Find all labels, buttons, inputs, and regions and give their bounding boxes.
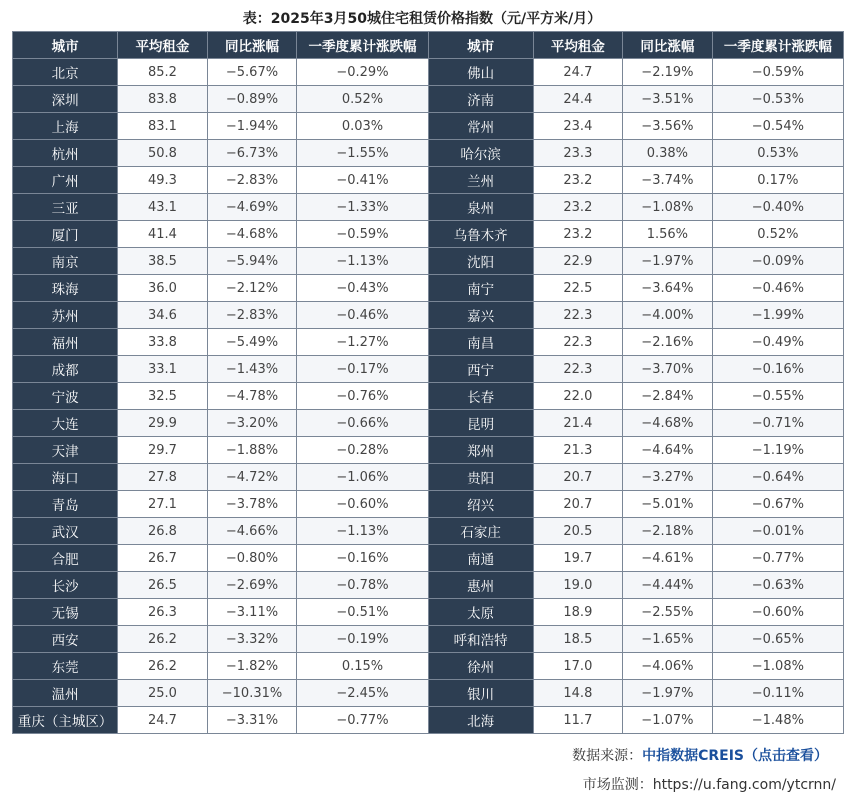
right-yoy-cell: −4.61% [623, 545, 713, 572]
right-yoy-cell: −3.70% [623, 356, 713, 383]
table-row [13, 545, 844, 572]
left-city-cell: 温州 [13, 680, 118, 707]
left-q1-cell: −0.66% [297, 410, 428, 437]
right-rent-cell: 24.4 [533, 86, 622, 113]
left-yoy-cell: −2.83% [207, 167, 297, 194]
table-row [13, 140, 844, 167]
right-q1-cell: −0.54% [712, 113, 843, 140]
left-rent-cell: 32.5 [118, 383, 207, 410]
left-yoy-cell: −3.11% [207, 599, 297, 626]
left-rent-cell: 83.1 [118, 113, 207, 140]
left-rent-cell: 29.7 [118, 437, 207, 464]
right-city-cell: 昆明 [428, 410, 533, 437]
right-rent-cell: 23.2 [533, 194, 622, 221]
right-rent-cell: 18.9 [533, 599, 622, 626]
right-yoy-cell: −5.01% [623, 491, 713, 518]
left-city-cell: 成都 [13, 356, 118, 383]
left-rent-cell: 33.1 [118, 356, 207, 383]
left-q1-cell: −0.46% [297, 302, 428, 329]
left-city-cell: 重庆（主城区） [13, 707, 118, 734]
left-rent-cell: 50.8 [118, 140, 207, 167]
left-q1-cell: −1.55% [297, 140, 428, 167]
right-city-cell: 佛山 [428, 59, 533, 86]
left-rent-cell: 83.8 [118, 86, 207, 113]
right-yoy-cell: −2.55% [623, 599, 713, 626]
right-rent-cell: 23.2 [533, 221, 622, 248]
source-view-link[interactable]: （点击查看） [744, 748, 828, 764]
left-yoy-cell: −1.82% [207, 653, 297, 680]
left-rent-cell: 85.2 [118, 59, 207, 86]
left-yoy-cell: −3.20% [207, 410, 297, 437]
left-rent-cell: 26.5 [118, 572, 207, 599]
left-yoy-cell: −3.78% [207, 491, 297, 518]
right-q1-cell: −0.77% [712, 545, 843, 572]
left-yoy-cell: −4.78% [207, 383, 297, 410]
left-yoy-cell: −2.83% [207, 302, 297, 329]
right-rent-cell: 23.4 [533, 113, 622, 140]
right-q1-cell: −0.55% [712, 383, 843, 410]
right-city-cell: 西宁 [428, 356, 533, 383]
left-yoy-cell: −1.43% [207, 356, 297, 383]
left-yoy-cell: −4.68% [207, 221, 297, 248]
left-q1-cell: −0.43% [297, 275, 428, 302]
right-yoy-cell: 0.38% [623, 140, 713, 167]
right-yoy-cell: −4.64% [623, 437, 713, 464]
right-rent-cell: 23.3 [533, 140, 622, 167]
right-city-cell: 呼和浩特 [428, 626, 533, 653]
left-q1-cell: −1.27% [297, 329, 428, 356]
left-q1-cell: −0.29% [297, 59, 428, 86]
left-city-cell: 珠海 [13, 275, 118, 302]
right-rent-cell: 14.8 [533, 680, 622, 707]
left-rent-cell: 26.2 [118, 626, 207, 653]
left-city-cell: 福州 [13, 329, 118, 356]
header-q1: 一季度累计涨跌幅 [712, 32, 843, 59]
right-q1-cell: −0.53% [712, 86, 843, 113]
left-yoy-cell: −4.66% [207, 518, 297, 545]
right-rent-cell: 18.5 [533, 626, 622, 653]
left-yoy-cell: −2.69% [207, 572, 297, 599]
right-rent-cell: 19.0 [533, 572, 622, 599]
right-rent-cell: 22.3 [533, 302, 622, 329]
left-q1-cell: −0.19% [297, 626, 428, 653]
right-city-cell: 嘉兴 [428, 302, 533, 329]
right-yoy-cell: −1.08% [623, 194, 713, 221]
table-body [13, 59, 844, 734]
left-city-cell: 厦门 [13, 221, 118, 248]
rent-index-table [12, 31, 844, 734]
right-q1-cell: −0.59% [712, 59, 843, 86]
left-city-cell: 杭州 [13, 140, 118, 167]
right-yoy-cell: −1.97% [623, 680, 713, 707]
left-rent-cell: 36.0 [118, 275, 207, 302]
left-q1-cell: −0.16% [297, 545, 428, 572]
right-q1-cell: −0.40% [712, 194, 843, 221]
right-city-cell: 南通 [428, 545, 533, 572]
left-yoy-cell: −1.88% [207, 437, 297, 464]
table-row [13, 275, 844, 302]
left-rent-cell: 26.2 [118, 653, 207, 680]
left-yoy-cell: −5.67% [207, 59, 297, 86]
left-yoy-cell: −4.69% [207, 194, 297, 221]
right-q1-cell: 0.17% [712, 167, 843, 194]
left-q1-cell: 0.03% [297, 113, 428, 140]
right-q1-cell: −0.64% [712, 464, 843, 491]
left-yoy-cell: −10.31% [207, 680, 297, 707]
left-city-cell: 深圳 [13, 86, 118, 113]
table-row [13, 599, 844, 626]
right-city-cell: 济南 [428, 86, 533, 113]
left-q1-cell: −1.06% [297, 464, 428, 491]
header-q1: 一季度累计涨跌幅 [297, 32, 428, 59]
right-rent-cell: 20.5 [533, 518, 622, 545]
right-city-cell: 北海 [428, 707, 533, 734]
left-yoy-cell: −2.12% [207, 275, 297, 302]
right-yoy-cell: −4.44% [623, 572, 713, 599]
left-q1-cell: −0.60% [297, 491, 428, 518]
right-city-cell: 徐州 [428, 653, 533, 680]
right-city-cell: 泉州 [428, 194, 533, 221]
right-city-cell: 银川 [428, 680, 533, 707]
right-q1-cell: −0.01% [712, 518, 843, 545]
right-yoy-cell: −2.18% [623, 518, 713, 545]
right-city-cell: 太原 [428, 599, 533, 626]
table-row [13, 248, 844, 275]
left-city-cell: 合肥 [13, 545, 118, 572]
right-yoy-cell: −4.06% [623, 653, 713, 680]
table-row [13, 194, 844, 221]
left-q1-cell: −1.33% [297, 194, 428, 221]
right-q1-cell: −0.67% [712, 491, 843, 518]
left-city-cell: 天津 [13, 437, 118, 464]
right-q1-cell: −0.65% [712, 626, 843, 653]
right-city-cell: 贵阳 [428, 464, 533, 491]
right-city-cell: 南昌 [428, 329, 533, 356]
header-yoy: 同比涨幅 [207, 32, 297, 59]
right-rent-cell: 23.2 [533, 167, 622, 194]
table-row [13, 491, 844, 518]
right-rent-cell: 22.5 [533, 275, 622, 302]
right-rent-cell: 24.7 [533, 59, 622, 86]
left-city-cell: 东莞 [13, 653, 118, 680]
right-rent-cell: 20.7 [533, 464, 622, 491]
right-yoy-cell: −4.68% [623, 410, 713, 437]
left-city-cell: 海口 [13, 464, 118, 491]
left-rent-cell: 38.5 [118, 248, 207, 275]
left-city-cell: 三亚 [13, 194, 118, 221]
right-yoy-cell: −2.84% [623, 383, 713, 410]
header-rent: 平均租金 [118, 32, 207, 59]
table-row [13, 302, 844, 329]
right-q1-cell: 0.53% [712, 140, 843, 167]
right-city-cell: 兰州 [428, 167, 533, 194]
header-rent: 平均租金 [533, 32, 622, 59]
right-rent-cell: 22.9 [533, 248, 622, 275]
right-yoy-cell: −1.97% [623, 248, 713, 275]
left-yoy-cell: −6.73% [207, 140, 297, 167]
right-q1-cell: −1.08% [712, 653, 843, 680]
left-q1-cell: −1.13% [297, 248, 428, 275]
table-row [13, 626, 844, 653]
right-q1-cell: −0.63% [712, 572, 843, 599]
right-rent-cell: 22.3 [533, 356, 622, 383]
right-city-cell: 惠州 [428, 572, 533, 599]
table-row [13, 707, 844, 734]
left-rent-cell: 24.7 [118, 707, 207, 734]
header-city: 城市 [428, 32, 533, 59]
left-q1-cell: −0.77% [297, 707, 428, 734]
right-yoy-cell: −1.07% [623, 707, 713, 734]
right-rent-cell: 20.7 [533, 491, 622, 518]
left-rent-cell: 27.1 [118, 491, 207, 518]
header-city: 城市 [13, 32, 118, 59]
left-yoy-cell: −0.80% [207, 545, 297, 572]
right-city-cell: 南宁 [428, 275, 533, 302]
table-row [13, 680, 844, 707]
table-row [13, 356, 844, 383]
right-q1-cell: −0.11% [712, 680, 843, 707]
right-q1-cell: −1.99% [712, 302, 843, 329]
table-row [13, 167, 844, 194]
left-rent-cell: 43.1 [118, 194, 207, 221]
left-city-cell: 武汉 [13, 518, 118, 545]
right-yoy-cell: −3.74% [623, 167, 713, 194]
right-yoy-cell: −2.16% [623, 329, 713, 356]
left-city-cell: 北京 [13, 59, 118, 86]
left-yoy-cell: −5.94% [207, 248, 297, 275]
left-rent-cell: 27.8 [118, 464, 207, 491]
left-q1-cell: −0.17% [297, 356, 428, 383]
right-yoy-cell: −3.27% [623, 464, 713, 491]
left-q1-cell: 0.52% [297, 86, 428, 113]
right-q1-cell: 0.52% [712, 221, 843, 248]
table-row [13, 653, 844, 680]
right-q1-cell: −0.46% [712, 275, 843, 302]
table-title: 表：2025年3月50城住宅租赁价格指数（元/平方米/月） [242, 11, 602, 27]
left-city-cell: 苏州 [13, 302, 118, 329]
left-city-cell: 无锡 [13, 599, 118, 626]
data-source [572, 745, 828, 765]
right-city-cell: 绍兴 [428, 491, 533, 518]
right-rent-cell: 19.7 [533, 545, 622, 572]
right-yoy-cell: 1.56% [623, 221, 713, 248]
left-q1-cell: −0.59% [297, 221, 428, 248]
left-yoy-cell: −4.72% [207, 464, 297, 491]
right-city-cell: 郑州 [428, 437, 533, 464]
right-q1-cell: −0.09% [712, 248, 843, 275]
right-yoy-cell: −1.65% [623, 626, 713, 653]
table-row [13, 410, 844, 437]
right-rent-cell: 11.7 [533, 707, 622, 734]
right-yoy-cell: −3.51% [623, 86, 713, 113]
header-yoy: 同比涨幅 [623, 32, 713, 59]
left-city-cell: 上海 [13, 113, 118, 140]
left-rent-cell: 26.7 [118, 545, 207, 572]
market-monitor: 市场监测：https://u.fang.com/ytcrnn/ [582, 777, 836, 793]
right-q1-cell: −1.48% [712, 707, 843, 734]
left-yoy-cell: −3.32% [207, 626, 297, 653]
table-row [13, 464, 844, 491]
right-rent-cell: 21.3 [533, 437, 622, 464]
right-rent-cell: 17.0 [533, 653, 622, 680]
table-row [13, 572, 844, 599]
table-row [13, 329, 844, 356]
right-city-cell: 哈尔滨 [428, 140, 533, 167]
right-q1-cell: −0.71% [712, 410, 843, 437]
right-city-cell: 常州 [428, 113, 533, 140]
left-city-cell: 宁波 [13, 383, 118, 410]
right-q1-cell: −1.19% [712, 437, 843, 464]
right-q1-cell: −0.60% [712, 599, 843, 626]
right-q1-cell: −0.49% [712, 329, 843, 356]
left-city-cell: 青岛 [13, 491, 118, 518]
left-city-cell: 南京 [13, 248, 118, 275]
left-city-cell: 西安 [13, 626, 118, 653]
source-prefix: 数据来源： [572, 748, 643, 764]
left-q1-cell: −0.78% [297, 572, 428, 599]
left-q1-cell: −1.13% [297, 518, 428, 545]
table-row [13, 59, 844, 86]
left-q1-cell: −0.51% [297, 599, 428, 626]
left-rent-cell: 41.4 [118, 221, 207, 248]
left-rent-cell: 33.8 [118, 329, 207, 356]
left-q1-cell: −0.41% [297, 167, 428, 194]
table-row [13, 86, 844, 113]
left-q1-cell: 0.15% [297, 653, 428, 680]
left-yoy-cell: −1.94% [207, 113, 297, 140]
left-q1-cell: −2.45% [297, 680, 428, 707]
table-row [13, 518, 844, 545]
right-city-cell: 石家庄 [428, 518, 533, 545]
right-yoy-cell: −3.64% [623, 275, 713, 302]
table-row [13, 221, 844, 248]
right-city-cell: 乌鲁木齐 [428, 221, 533, 248]
left-yoy-cell: −5.49% [207, 329, 297, 356]
table-row [13, 383, 844, 410]
left-rent-cell: 25.0 [118, 680, 207, 707]
right-yoy-cell: −2.19% [623, 59, 713, 86]
right-rent-cell: 21.4 [533, 410, 622, 437]
left-rent-cell: 29.9 [118, 410, 207, 437]
right-rent-cell: 22.0 [533, 383, 622, 410]
right-city-cell: 长春 [428, 383, 533, 410]
left-yoy-cell: −3.31% [207, 707, 297, 734]
left-city-cell: 大连 [13, 410, 118, 437]
left-rent-cell: 26.3 [118, 599, 207, 626]
left-yoy-cell: −0.89% [207, 86, 297, 113]
left-q1-cell: −0.28% [297, 437, 428, 464]
table-row [13, 437, 844, 464]
left-city-cell: 广州 [13, 167, 118, 194]
header-row [13, 32, 844, 59]
left-rent-cell: 34.6 [118, 302, 207, 329]
right-city-cell: 沈阳 [428, 248, 533, 275]
left-rent-cell: 49.3 [118, 167, 207, 194]
right-yoy-cell: −4.00% [623, 302, 713, 329]
table-row [13, 113, 844, 140]
left-q1-cell: −0.76% [297, 383, 428, 410]
left-rent-cell: 26.8 [118, 518, 207, 545]
right-rent-cell: 22.3 [533, 329, 622, 356]
right-q1-cell: −0.16% [712, 356, 843, 383]
left-city-cell: 长沙 [13, 572, 118, 599]
right-yoy-cell: −3.56% [623, 113, 713, 140]
source-brand-link[interactable]: 中指数据CREIS [642, 748, 744, 764]
